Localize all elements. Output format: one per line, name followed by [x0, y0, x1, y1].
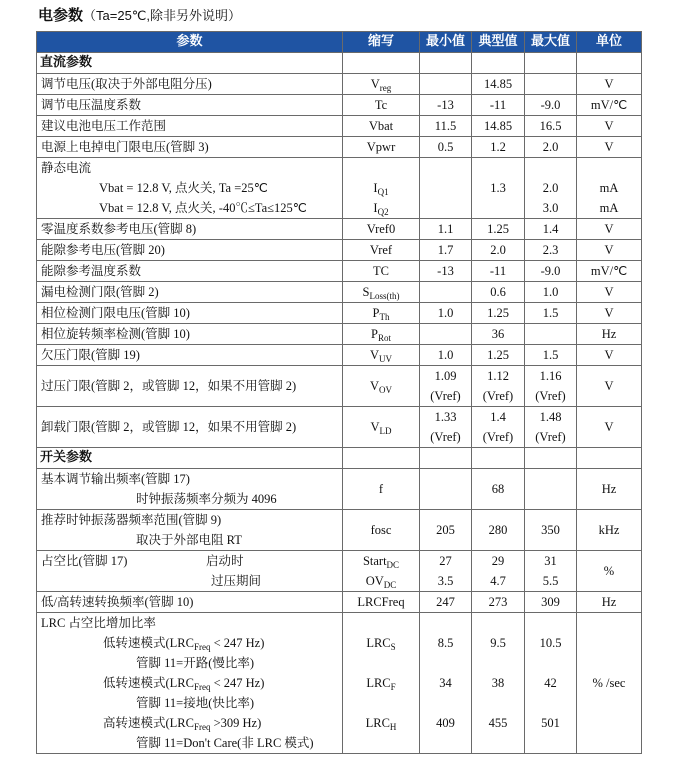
- param-cell: 基本调节输出频率(管脚 17) 时钟振荡频率分频为 4096: [37, 469, 343, 510]
- typ-cell: 36: [472, 324, 525, 345]
- max-cell: [525, 324, 577, 345]
- table-row: [37, 407, 642, 448]
- table-row: [37, 345, 642, 366]
- symbol-cell: $LRC_S$ $LRC_F$ $LRC_H$: [343, 613, 420, 754]
- table-row: [37, 240, 642, 261]
- max-cell: 16.5: [525, 116, 577, 137]
- table-row: [37, 282, 642, 303]
- symbol-cell: f: [343, 469, 420, 510]
- header-max: 最大值: [525, 32, 577, 53]
- table-row: [37, 95, 642, 116]
- symbol-cell: $V_{reg}$: [343, 74, 420, 95]
- unit-cell: V: [577, 137, 642, 158]
- symbol-cell: $S_{Loss(th)}$: [343, 282, 420, 303]
- symbol-cell: Vref0: [343, 219, 420, 240]
- param-cell: LRC 占空比增加比率 低转速模式($LRC_{Freq} < 247$ Hz) 管脚 11=开路(慢比率) 低转速模式($LRC_{Freq} < 247$ Hz) 管脚 11=接地(快比率) 高转速模式($LRC_{Freq} >309$ Hz) 管脚 11=Don't Care(非 LRC 模式): [37, 613, 343, 754]
- symbol-cell: LRCFreq: [343, 592, 420, 613]
- param-cell: 建议电池电压工作范围: [37, 116, 343, 137]
- section-row-dc: [37, 53, 642, 74]
- typ-cell: 0.6: [472, 282, 525, 303]
- unit-cell: mV/℃: [577, 95, 642, 116]
- section-label-switching: 开关参数: [37, 448, 343, 469]
- typ-cell: -11: [472, 261, 525, 282]
- section-title: [38, 4, 241, 25]
- max-cell: 2.3: [525, 240, 577, 261]
- min-cell: [420, 282, 472, 303]
- unit-cell: Hz: [577, 324, 642, 345]
- table-row: [37, 137, 642, 158]
- param-cell: 调节电压温度系数: [37, 95, 343, 116]
- header-min: 最小值: [420, 32, 472, 53]
- typ-cell: 1.25: [472, 345, 525, 366]
- param-cell: 推荐时钟振荡器频率范围(管脚 9) 取决于外部电阻 RT: [37, 510, 343, 551]
- max-cell: 2.0: [525, 137, 577, 158]
- section-label-dc: 直流参数: [37, 53, 343, 74]
- max-cell: 10.5 42 501: [525, 613, 577, 754]
- typ-cell: 1.12 (Vref): [472, 366, 525, 407]
- max-cell: 1.16 (Vref): [525, 366, 577, 407]
- param-cell: 卸载门限(管脚 2，或管脚 12，如果不用管脚 2): [37, 407, 343, 448]
- header-typ: 典型值: [472, 32, 525, 53]
- max-cell: 2.0 3.0: [525, 158, 577, 219]
- typ-cell: 29 4.7: [472, 551, 525, 592]
- min-cell: 11.5: [420, 116, 472, 137]
- table-row: [37, 592, 642, 613]
- unit-cell: %: [577, 551, 642, 592]
- title-main: 电参数: [38, 6, 84, 24]
- min-cell: -13: [420, 261, 472, 282]
- typ-cell: 280: [472, 510, 525, 551]
- param-cell: 电源上电掉电门限电压(管脚 3): [37, 137, 343, 158]
- param-cell: 漏电检测门限(管脚 2): [37, 282, 343, 303]
- min-cell: [420, 324, 472, 345]
- unit-cell: mV/℃: [577, 261, 642, 282]
- min-cell: [420, 158, 472, 219]
- unit-cell: V: [577, 74, 642, 95]
- unit-cell: V: [577, 345, 642, 366]
- max-cell: [525, 469, 577, 510]
- min-cell: 1.09 (Vref): [420, 366, 472, 407]
- unit-cell: V: [577, 116, 642, 137]
- min-cell: 0.5: [420, 137, 472, 158]
- table-row: [37, 469, 642, 510]
- min-cell: 8.5 34 409: [420, 613, 472, 754]
- typ-cell: 1.3: [472, 158, 525, 219]
- symbol-cell: $P_{Th}$: [343, 303, 420, 324]
- typ-cell: 1.25: [472, 219, 525, 240]
- min-cell: 27 3.5: [420, 551, 472, 592]
- table-row: [37, 324, 642, 345]
- table-row: [37, 551, 642, 592]
- symbol-cell: Vref: [343, 240, 420, 261]
- table-row: [37, 303, 642, 324]
- param-cell: 低/高转速转换频率(管脚 10): [37, 592, 343, 613]
- min-cell: [420, 74, 472, 95]
- table-header-row: [37, 32, 642, 53]
- param-cell: 相位旋转频率检测(管脚 10): [37, 324, 343, 345]
- typ-cell: 1.4 (Vref): [472, 407, 525, 448]
- table-row: [37, 116, 642, 137]
- min-cell: 1.0: [420, 303, 472, 324]
- unit-cell: V: [577, 240, 642, 261]
- table-row: [37, 219, 642, 240]
- header-unit: 单位: [577, 32, 642, 53]
- symbol-cell: $V_{UV}$: [343, 345, 420, 366]
- param-cell: 过压门限(管脚 2，或管脚 12，如果不用管脚 2): [37, 366, 343, 407]
- table-row: [37, 613, 642, 754]
- symbol-cell: Start$_{DC}$ $OV_{DC}$: [343, 551, 420, 592]
- section-row-switching: [37, 448, 642, 469]
- table-row: [37, 261, 642, 282]
- unit-cell: V: [577, 366, 642, 407]
- typ-cell: 1.25: [472, 303, 525, 324]
- max-cell: -9.0: [525, 261, 577, 282]
- param-cell: 调节电压(取决于外部电阻分压): [37, 74, 343, 95]
- min-cell: -13: [420, 95, 472, 116]
- symbol-cell: TC: [343, 261, 420, 282]
- min-cell: 1.33 (Vref): [420, 407, 472, 448]
- param-cell: 欠压门限(管脚 19): [37, 345, 343, 366]
- typ-cell: -11: [472, 95, 525, 116]
- param-cell: 占空比(管脚 17) 启动时 过压期间: [37, 551, 343, 592]
- max-cell: [525, 74, 577, 95]
- unit-cell: Hz: [577, 469, 642, 510]
- unit-cell: V: [577, 407, 642, 448]
- unit-cell: % /sec: [577, 613, 642, 754]
- header-param: 参数: [37, 32, 343, 53]
- unit-cell: V: [577, 282, 642, 303]
- param-cell: 能隙参考电压(管脚 20): [37, 240, 343, 261]
- max-cell: 1.5: [525, 303, 577, 324]
- table-row: [37, 510, 642, 551]
- min-cell: 1.7: [420, 240, 472, 261]
- max-cell: 350: [525, 510, 577, 551]
- min-cell: 1.1: [420, 219, 472, 240]
- min-cell: 1.0: [420, 345, 472, 366]
- header-symbol: 缩写: [343, 32, 420, 53]
- title-condition: （Ta=25℃,除非另外说明）: [83, 8, 242, 23]
- symbol-cell: Vbat: [343, 116, 420, 137]
- symbol-cell: fosc: [343, 510, 420, 551]
- symbol-cell: $P_{Rot}$: [343, 324, 420, 345]
- symbol-cell: Vpwr: [343, 137, 420, 158]
- symbol-cell: $V_{OV}$: [343, 366, 420, 407]
- typ-cell: 14.85: [472, 74, 525, 95]
- symbol-cell: $V_{LD}$: [343, 407, 420, 448]
- electrical-parameters-table: [36, 31, 642, 754]
- unit-cell: kHz: [577, 510, 642, 551]
- symbol-cell: $I_{Q1}$ $I_{Q2}$: [343, 158, 420, 219]
- table-row: [37, 366, 642, 407]
- max-cell: 1.5: [525, 345, 577, 366]
- unit-cell: V: [577, 219, 642, 240]
- min-cell: [420, 469, 472, 510]
- max-cell: 1.0: [525, 282, 577, 303]
- typ-cell: 1.2: [472, 137, 525, 158]
- typ-cell: 68: [472, 469, 525, 510]
- typ-cell: 14.85: [472, 116, 525, 137]
- min-cell: 205: [420, 510, 472, 551]
- unit-cell: mA mA: [577, 158, 642, 219]
- typ-cell: 2.0: [472, 240, 525, 261]
- table-row: [37, 74, 642, 95]
- min-cell: 247: [420, 592, 472, 613]
- param-cell: 静态电流 Vbat = 12.8 V, 点火关, Ta =25℃ Vbat = 12.8 V, 点火关, -40℃≤Ta≤125℃: [37, 158, 343, 219]
- param-cell: 能隙参考温度系数: [37, 261, 343, 282]
- symbol-cell: Tc: [343, 95, 420, 116]
- unit-cell: Hz: [577, 592, 642, 613]
- table-row: [37, 158, 642, 219]
- max-cell: 1.48 (Vref): [525, 407, 577, 448]
- typ-cell: 273: [472, 592, 525, 613]
- param-cell: 零温度系数参考电压(管脚 8): [37, 219, 343, 240]
- typ-cell: 9.5 38 455: [472, 613, 525, 754]
- max-cell: 31 5.5: [525, 551, 577, 592]
- unit-cell: V: [577, 303, 642, 324]
- max-cell: 309: [525, 592, 577, 613]
- param-cell: 相位检测门限电压(管脚 10): [37, 303, 343, 324]
- max-cell: -9.0: [525, 95, 577, 116]
- max-cell: 1.4: [525, 219, 577, 240]
